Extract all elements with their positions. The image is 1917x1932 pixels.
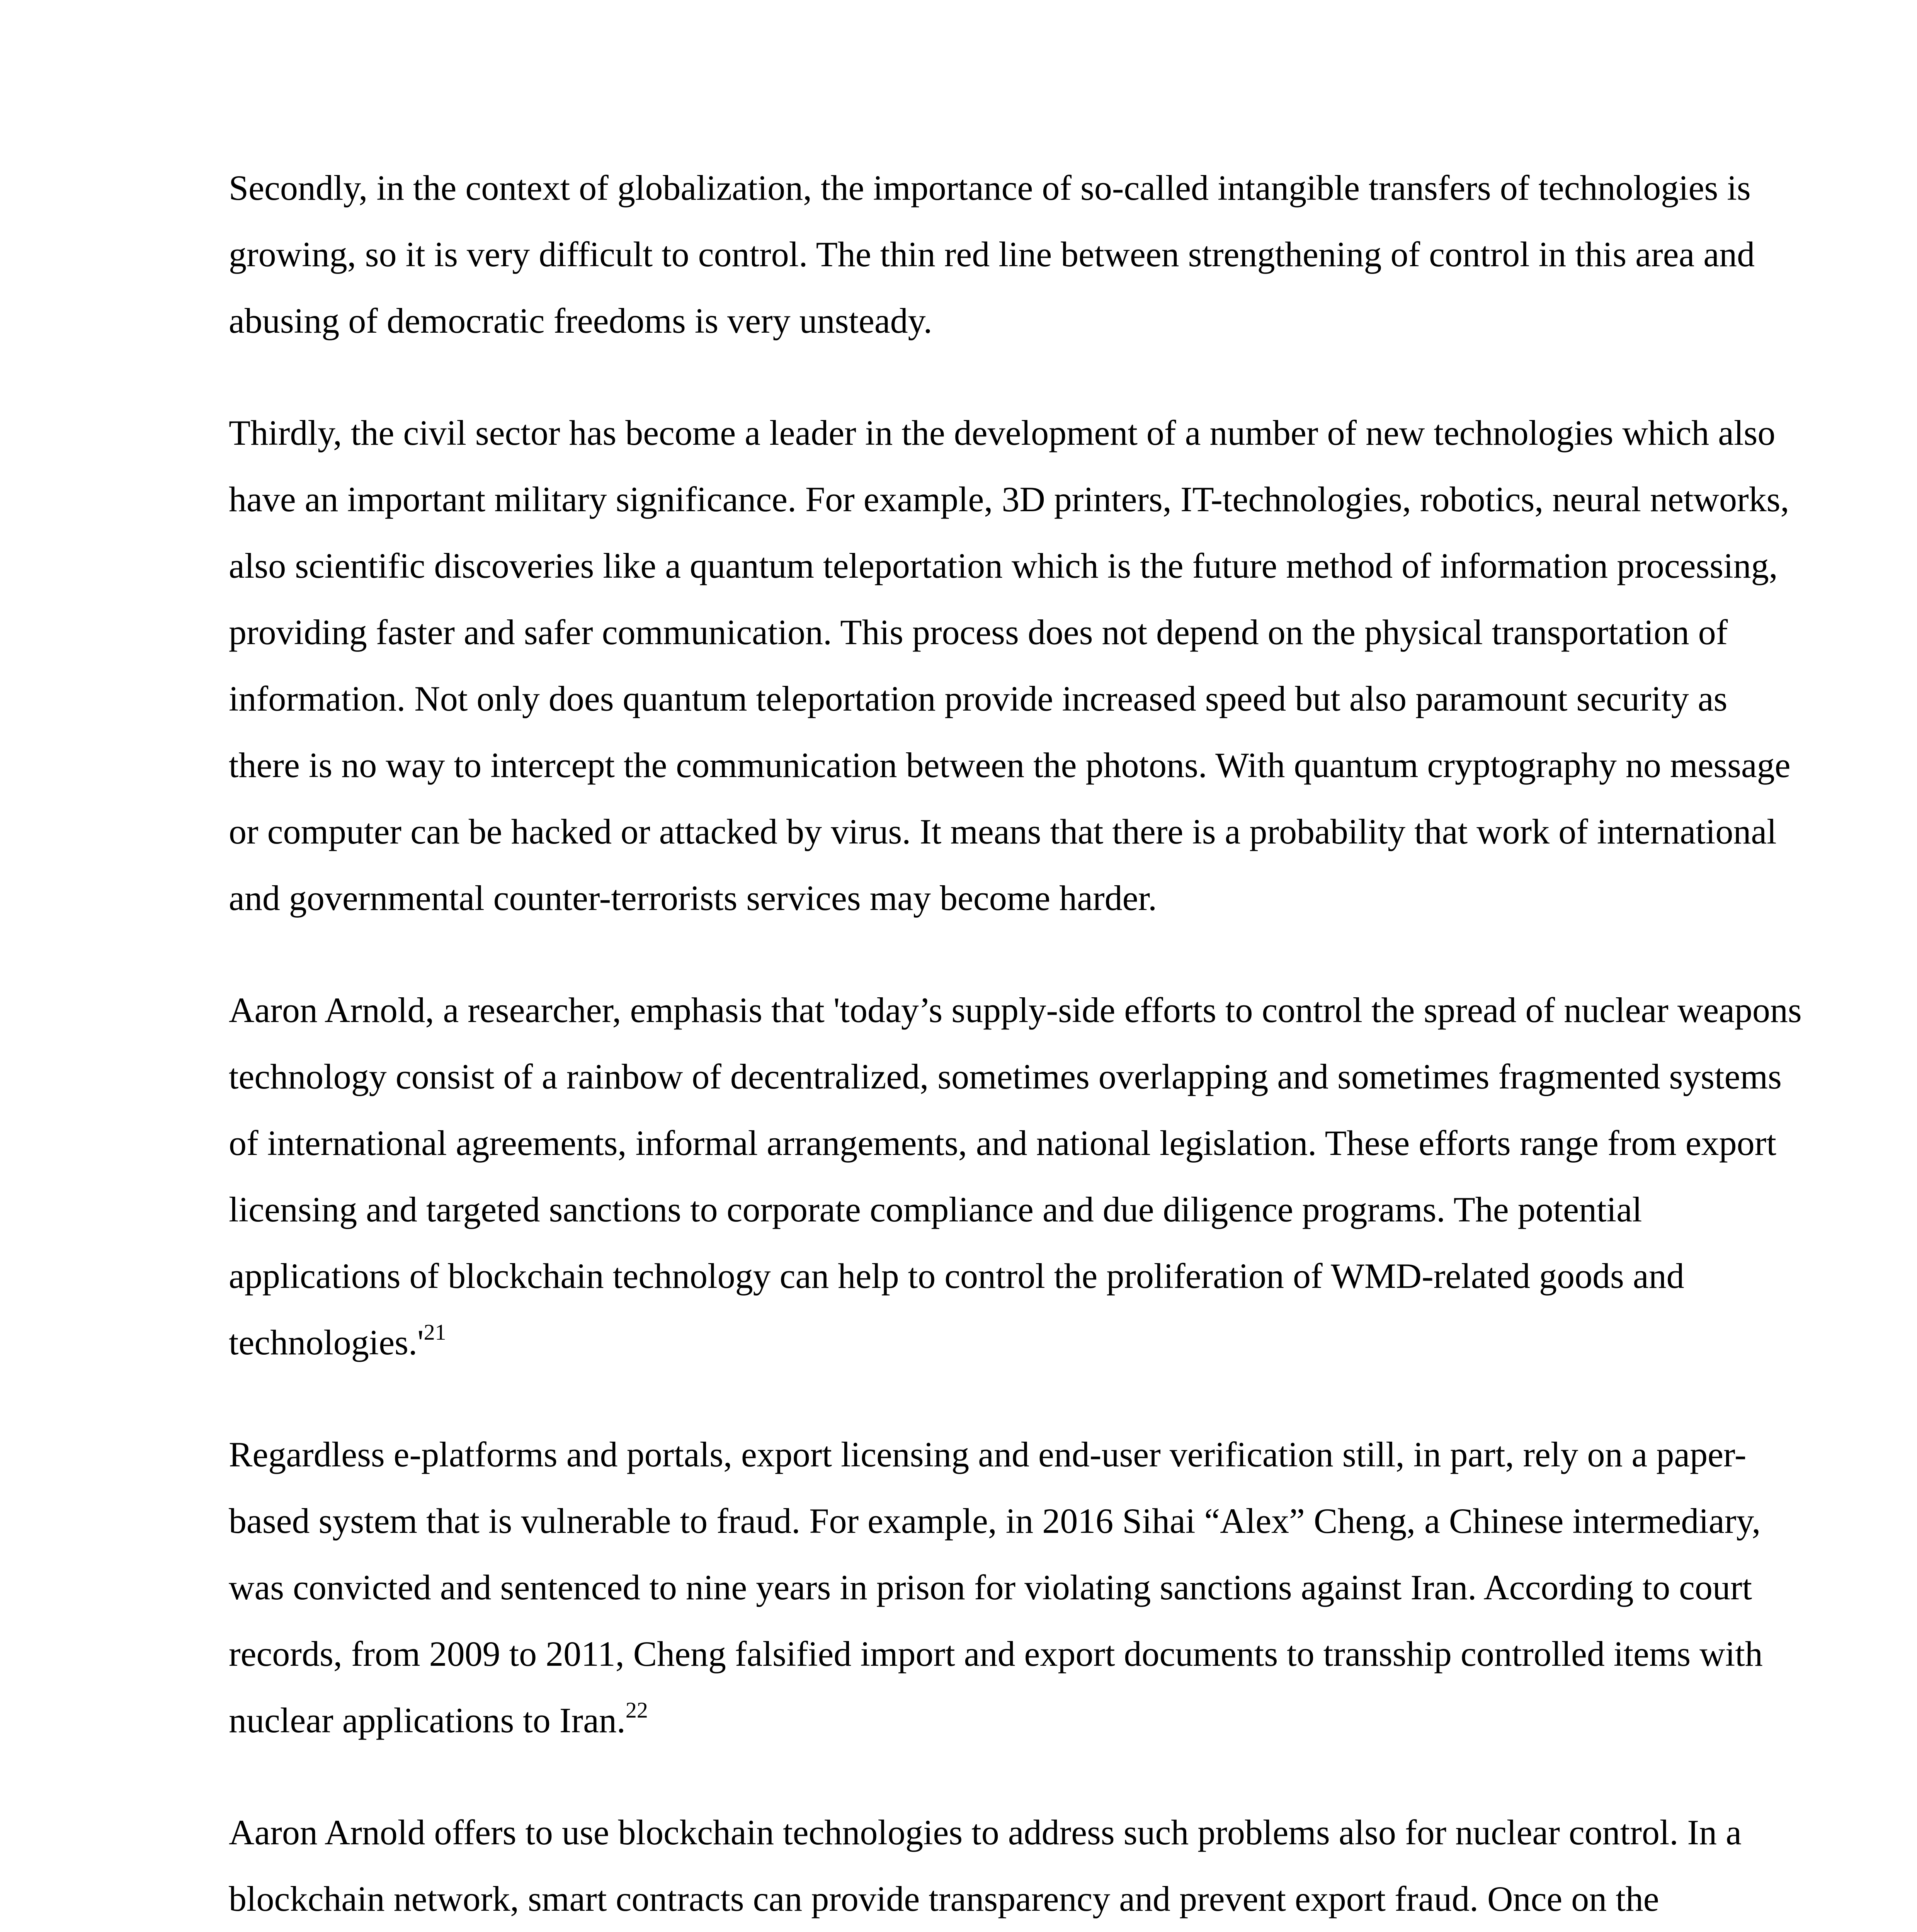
paragraph-text: Thirdly, the civil sector has become a leader in the development of a number of new technologies which also have an important military significance. For example, 3D printers, IT-technologies, robotics, neural networks, also scientific discoveries like a quantum teleportation which is the future method of information processing, providing faster and safer communication. This process does not depend on the physical transportation of information. Not only does quantum teleportation provide increased speed but also paramount security as there is no way to intercept the communication between the photons. With quantum cryptography no message or computer can be hacked or attacked by virus. It means that there is a probability that work of international and governmental counter-terrorists services may become harder. bbox=[229, 413, 1791, 918]
paragraph-text: Secondly, in the context of globalization, the importance of so-called intangible transfers of technologies is growing, so it is very difficult to control. The thin red line between strengthening of control in this area and abusing of democratic freedoms is very unsteady. bbox=[229, 168, 1755, 340]
body-text bbox=[229, 155, 1805, 1932]
footnote-reference-21[interactable]: 21 bbox=[424, 1320, 446, 1345]
paragraph-text: Aaron Arnold offers to use blockchain technologies to address such problems also for nuclear control. In a blockchain network, smart contracts can provide transparency and prevent export fraud. Once on the bbox=[229, 1813, 1742, 1918]
paragraph-regardless bbox=[229, 1421, 1805, 1753]
paragraph-thirdly bbox=[229, 400, 1805, 931]
paragraph-text: Aaron Arnold, a researcher, emphasis that 'today’s supply-side efforts to control the spread of nuclear weapons technology consist of a rainbow of decentralized, sometimes overlapping and sometimes fragmented systems of international agreements, informal arrangements, and national legislation. These efforts range from export licensing and targeted sanctions to corporate compliance and due diligence programs. The potential applications of blockchain technology can help to control the proliferation of WMD-related goods and technologies.' bbox=[229, 990, 1802, 1362]
paragraph-text: Regardless e-platforms and portals, export licensing and end-user verification still, in part, rely on a paper-based system that is vulnerable to fraud. For example, in 2016 Sihai “Alex” Cheng, a Chinese intermediary, was convicted and sentenced to nine years in prison for violating sanctions against Iran. According to court records, from 2009 to 2011, Cheng falsified import and export documents to transship controlled items with nuclear applications to Iran. bbox=[229, 1435, 1763, 1740]
paragraph-secondly bbox=[229, 155, 1805, 354]
paragraph-arnold-quote bbox=[229, 977, 1805, 1376]
footnote-reference-22[interactable]: 22 bbox=[625, 1697, 648, 1723]
paragraph-blockchain-offer bbox=[229, 1799, 1805, 1932]
